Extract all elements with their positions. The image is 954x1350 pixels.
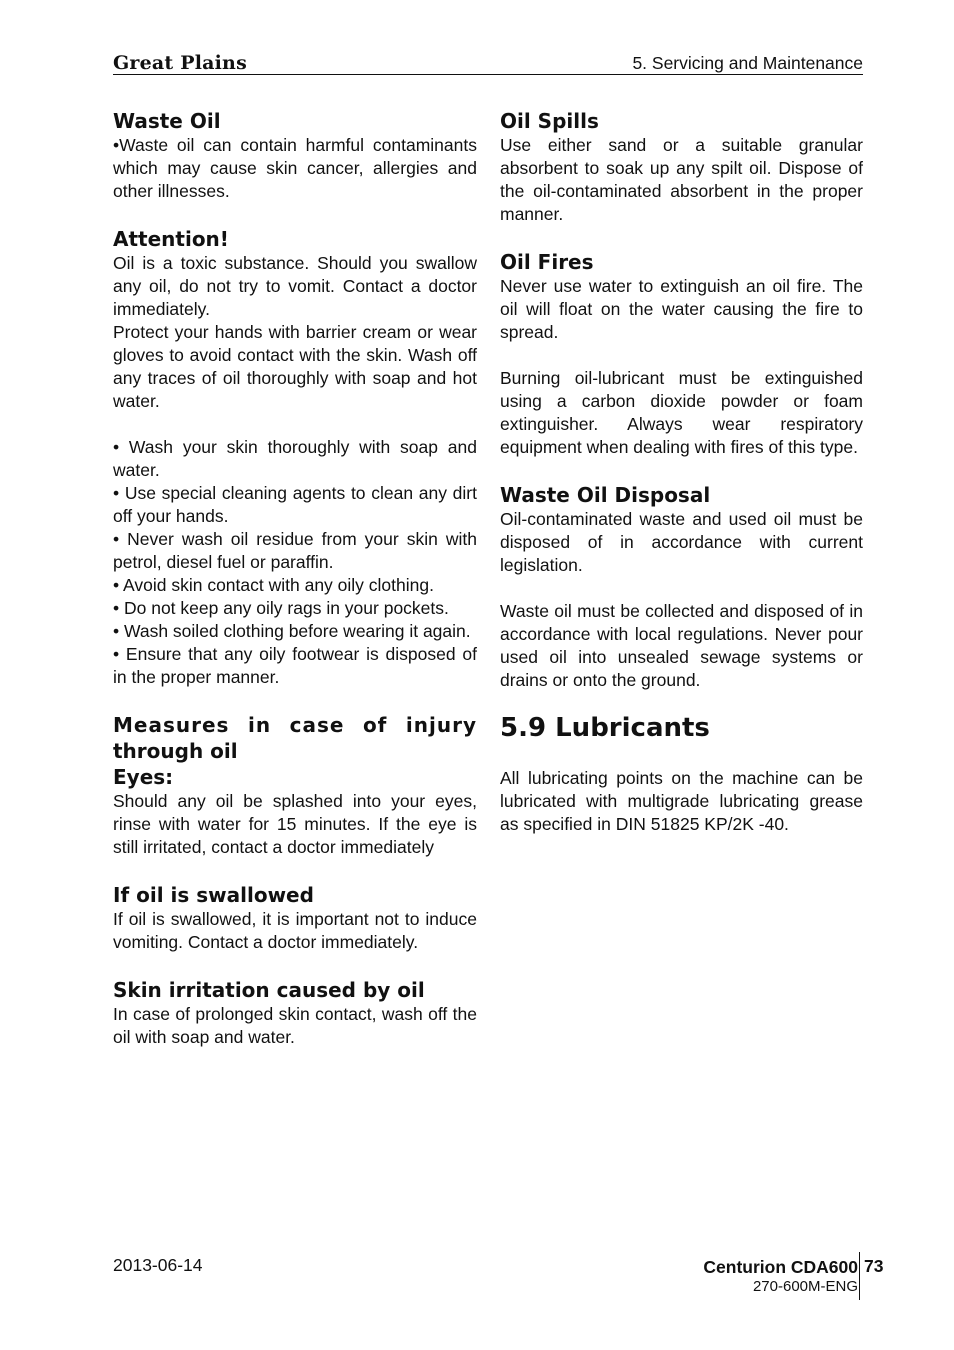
footer-doc-number: 270-600M-ENG xyxy=(752,1278,858,1295)
brand-logo: Great Plains xyxy=(113,52,247,74)
skin-irritation-text: In case of prolonged skin contact, wash off the oil with soap and water. xyxy=(113,1004,477,1047)
attention-text-2: Protect your hands with barrier cream or wear gloves to avoid contact with the skin. Wash off any traces of oil thoroughly with soap and hot water. xyxy=(113,322,477,411)
footer-divider xyxy=(859,1252,860,1300)
measures-heading-line2: through oil xyxy=(113,739,238,763)
swallowed-text: If oil is swallowed, it is important not to induce vomiting. Contact a doctor immediately. xyxy=(113,909,477,952)
waste-oil-text: •Waste oil can contain harmful contaminants which may cause skin cancer, allergies and other illnesses. xyxy=(113,135,477,201)
bullet-item: • Ensure that any oily footwear is disposed of in the proper manner. xyxy=(113,644,477,687)
right-column xyxy=(500,108,863,836)
chapter-title: 5. Servicing and Maintenance xyxy=(632,53,863,73)
bullet-item: • Never wash oil residue from your skin with petrol, diesel fuel or paraffin. xyxy=(113,529,477,572)
attention-heading: Attention! xyxy=(113,227,229,251)
eyes-text: Should any oil be splashed into your eyes, rinse with water for 15 minutes. If the eye is still irritated, contact a doctor immediately xyxy=(113,791,477,857)
waste-oil-disposal-text-2: Waste oil must be collected and disposed of in accordance with local regulations. Never pour used oil into unsealed sewage systems or drains or onto the ground. xyxy=(500,601,863,690)
measures-heading-line1: Measures in case of injury xyxy=(113,713,477,737)
oil-fires-heading: Oil Fires xyxy=(500,250,594,274)
footer-date: 2013-06-14 xyxy=(113,1255,203,1275)
bullet-item: • Wash your skin thoroughly with soap and water. xyxy=(113,437,477,480)
footer-model-block xyxy=(703,1256,858,1296)
oil-fires-text-1: Never use water to extinguish an oil fire. The oil will float on the water causing the fire to spread. xyxy=(500,276,863,342)
page-number: 73 xyxy=(864,1256,884,1276)
oil-spills-heading: Oil Spills xyxy=(500,109,599,133)
lubricants-section-heading: 5.9 Lubricants xyxy=(500,713,710,743)
eyes-heading: Eyes: xyxy=(113,765,174,789)
bullet-item: • Wash soiled clothing before wearing it again. xyxy=(113,621,471,641)
swallowed-heading: If oil is swallowed xyxy=(113,883,314,907)
left-column xyxy=(113,108,477,1049)
waste-oil-disposal-text-1: Oil-contaminated waste and used oil must be disposed of in accordance with current legislation. xyxy=(500,509,863,575)
bullet-item: • Use special cleaning agents to clean any dirt off your hands. xyxy=(113,483,477,526)
waste-oil-heading: Waste Oil xyxy=(113,109,221,133)
waste-oil-disposal-heading: Waste Oil Disposal xyxy=(500,483,711,507)
bullet-item: • Do not keep any oily rags in your pockets. xyxy=(113,598,449,618)
page-header xyxy=(113,50,863,75)
oil-spills-text: Use either sand or a suitable granular absorbent to soak up any spilt oil. Dispose of the oil-contaminated absorbent in the proper manner. xyxy=(500,135,863,224)
skin-irritation-heading: Skin irritation caused by oil xyxy=(113,978,425,1002)
lubricants-text: All lubricating points on the machine can be lubricated with multigrade lubricating grease as specified in DIN 51825 KP/2K -40. xyxy=(500,768,863,834)
footer-model: Centurion CDA600 xyxy=(703,1257,858,1277)
bullet-item: • Avoid skin contact with any oily clothing. xyxy=(113,575,434,595)
oil-fires-text-2: Burning oil-lubricant must be extinguished using a carbon dioxide powder or foam extinguisher. Always wear respiratory equipment when dealing with fires of this type. xyxy=(500,368,863,457)
attention-text-1: Oil is a toxic substance. Should you swallow any oil, do not try to vomit. Contact a doctor immediately. xyxy=(113,253,477,319)
